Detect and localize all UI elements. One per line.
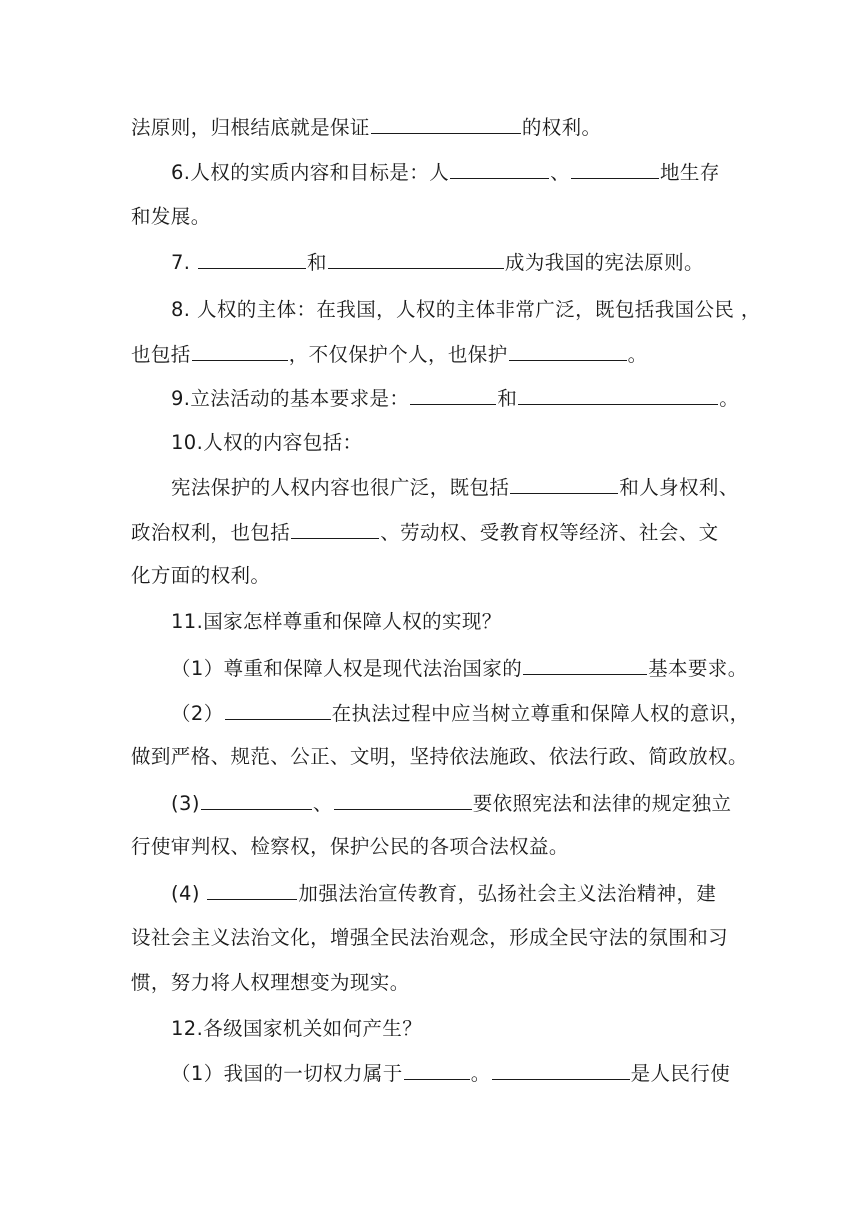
fill-blank[interactable] xyxy=(450,152,549,179)
fill-blank[interactable] xyxy=(404,1053,470,1080)
text-segment: （1）我国的一切权力属于 xyxy=(171,1062,403,1085)
text-segment: 惯，努力将人权理想变为现实。 xyxy=(131,971,410,994)
question-6 xyxy=(171,152,860,192)
question-7 xyxy=(171,242,860,282)
text-segment: 12.各级国家机关如何产生？ xyxy=(171,1017,423,1040)
text-line xyxy=(131,963,860,1003)
text-segment: （2） xyxy=(171,702,224,725)
fill-blank[interactable] xyxy=(509,334,627,361)
text-segment: 7. xyxy=(171,251,198,274)
text-segment: 和 xyxy=(307,251,327,274)
text-segment: 10.人权的内容包括： xyxy=(171,431,363,454)
text-segment: 的权利。 xyxy=(521,116,602,139)
text-segment: 政治权利，也包括 xyxy=(131,521,291,544)
text-segment: 是人民行使 xyxy=(630,1062,731,1085)
question-10 xyxy=(171,423,860,463)
text-segment: 、 xyxy=(312,792,333,815)
text-segment: 、 xyxy=(550,161,571,184)
fill-blank[interactable] xyxy=(334,783,472,810)
text-segment: 做到严格、规范、公正、文明，坚持依法施政、依法行政、简政放权。 xyxy=(131,745,748,768)
fill-blank[interactable] xyxy=(371,107,521,134)
text-line xyxy=(131,918,860,958)
fill-blank[interactable] xyxy=(198,242,306,269)
question-9 xyxy=(171,378,860,418)
text-segment: 9.立法活动的基本要求是： xyxy=(171,387,410,410)
text-segment: 化方面的权利。 xyxy=(131,564,271,587)
text-segment: 在执法过程中应当树立尊重和保障人权的意识， xyxy=(331,702,750,725)
fill-blank[interactable] xyxy=(201,783,312,810)
fill-blank[interactable] xyxy=(328,242,504,269)
text-segment: 基本要求。 xyxy=(648,657,748,680)
fill-blank[interactable] xyxy=(523,648,647,675)
text-segment: 11.国家怎样尊重和保障人权的实现？ xyxy=(171,610,502,633)
text-segment: 要依照宪法和法律的规定独立 xyxy=(472,792,732,815)
question-8 xyxy=(171,290,860,330)
text-segment: 地生存 xyxy=(660,161,720,184)
text-segment: (4) xyxy=(171,882,207,905)
text-segment: 行使审判权、检察权，保护公民的各项合法权益。 xyxy=(131,835,569,858)
fill-blank[interactable] xyxy=(410,378,496,405)
fill-blank[interactable] xyxy=(571,152,659,179)
text-segment: 。 xyxy=(627,343,648,366)
text-line xyxy=(131,107,860,147)
text-segment: 加强法治宣传教育，弘扬社会主义法治精神，建 xyxy=(298,882,717,905)
fill-blank[interactable] xyxy=(291,512,379,539)
text-segment: 8. 人权的主体：在我国，人权的主体非常广泛，既包括我国公民 ， xyxy=(171,298,761,321)
text-line xyxy=(171,1053,860,1093)
text-segment: 和 xyxy=(497,387,518,410)
text-segment: 宪法保护的人权内容也很广泛，既包括 xyxy=(171,476,510,499)
text-segment: 、劳动权、受教育权等经济、社会、文 xyxy=(380,521,719,544)
text-line xyxy=(131,512,860,552)
text-line xyxy=(171,783,860,823)
text-segment: 法原则，归根结底就是保证 xyxy=(131,116,370,139)
fill-blank[interactable] xyxy=(492,1053,630,1080)
text-line xyxy=(171,467,860,507)
text-segment: ，不仅保护个人，也保护 xyxy=(288,343,508,366)
text-segment: 和发展。 xyxy=(131,205,211,228)
text-segment: 设社会主义法治文化，增强全民法治观念，形成全民守法的氛围和习 xyxy=(131,926,729,949)
text-line xyxy=(171,693,860,733)
text-line xyxy=(171,873,860,913)
text-line xyxy=(131,737,860,777)
text-segment: 和人身权利、 xyxy=(619,476,739,499)
fill-blank[interactable] xyxy=(225,693,331,720)
text-segment: (3) xyxy=(171,792,200,815)
text-segment: 也包括 xyxy=(131,343,191,366)
text-segment: （1）尊重和保障人权是现代法治国家的 xyxy=(171,657,523,680)
text-line xyxy=(171,648,860,688)
fill-blank[interactable] xyxy=(518,378,718,405)
text-line xyxy=(131,827,860,867)
text-segment: 6.人权的实质内容和目标是：人 xyxy=(171,161,450,184)
question-12 xyxy=(171,1009,860,1049)
text-segment: 。 xyxy=(719,387,740,410)
text-line xyxy=(131,197,860,237)
fill-blank[interactable] xyxy=(192,334,288,361)
text-segment: 成为我国的宪法原则。 xyxy=(504,251,704,274)
question-11 xyxy=(171,602,860,642)
fill-blank[interactable] xyxy=(510,467,618,494)
text-line xyxy=(131,556,860,596)
text-line xyxy=(131,334,860,374)
text-segment: 。 xyxy=(470,1062,491,1085)
fill-blank[interactable] xyxy=(207,873,297,900)
